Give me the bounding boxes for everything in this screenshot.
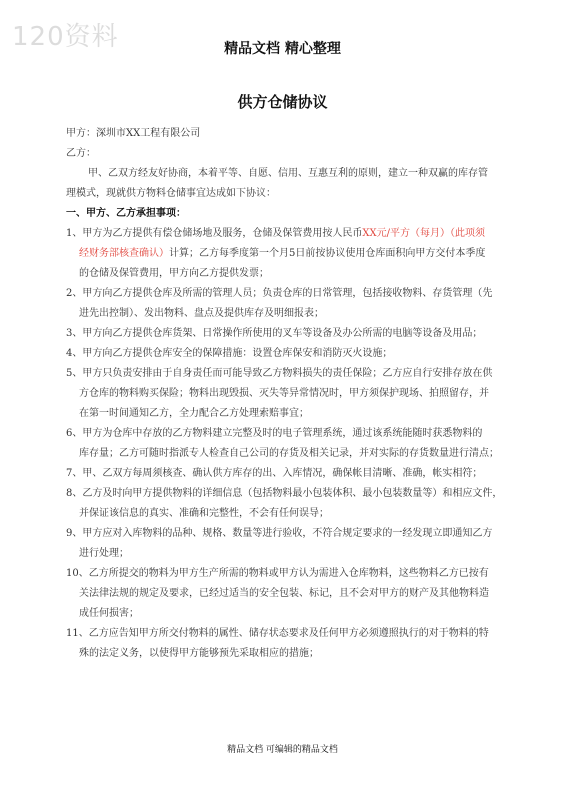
- clause-8: [66, 484, 506, 524]
- clause-1-text-c: 的仓储及保管费用，甲方向乙方提供发票；: [79, 268, 269, 279]
- party-b-line: 乙方：: [66, 148, 96, 159]
- clause-2-line: 进先出控制）、发出物料、盘点及提供库存及明细报表；: [79, 308, 324, 319]
- clause-8-line: 8、乙方及时向甲方提供物料的详细信息（包括物料最小包装体积、最小包装数量等）和相应文件，: [66, 488, 503, 499]
- clause-5-line: 5、甲方只负责安排由于自身责任而可能导致乙方物料损失的责任保险；乙方应自行安排存放在供: [66, 368, 493, 379]
- clause-8-line: 并保证该信息的真实、准确和完整性，不会有任何误导；: [79, 508, 329, 519]
- intro-line-1: 甲、乙双方经友好协商，本着平等、自愿、信用、互惠互利的原则，建立一种双赢的库存管: [88, 168, 488, 179]
- clause-9-line: 进行处理；: [79, 548, 129, 559]
- clause-7: 7、甲、乙双方每周须核查、确认供方库存的出、入库情况，确保帐目清晰、准确，帐实相符；: [66, 468, 483, 479]
- clause-11-line: 殊的法定义务，以使得甲方能够预先采取相应的措施；: [79, 648, 319, 659]
- clause-4: 4、甲方向乙方提供仓库安全的保障措施：设置仓库保安和消防灭火设施；: [66, 348, 393, 359]
- watermark: 120资料: [12, 22, 119, 52]
- party-a-line: 甲方：深圳市XX工程有限公司: [66, 128, 201, 139]
- clause-5-line: 在第一时间通知乙方，全力配合乙方处理索赔事宜；: [79, 408, 309, 419]
- clause-1-finance-note: 经财务部核查确认）: [79, 248, 169, 259]
- clause-11: [66, 624, 506, 664]
- clause-10: [66, 564, 506, 624]
- clause-10-line: 成任何损害；: [79, 608, 139, 619]
- clause-10-line: 关法律法规的规定及要求，已经过适当的安全包装、标记，且不会对甲方的财产及其他物料造: [79, 588, 489, 599]
- clause-5: [66, 364, 506, 424]
- clause-1: [66, 224, 506, 284]
- clause-6: [66, 424, 506, 464]
- clause-1-price-highlight: XX元/平方（每月）（此项须: [362, 228, 485, 239]
- clause-1-text-b: 计算；乙方每季度第一个月5日前按协议使用仓库面积向甲方交付本季度: [169, 248, 486, 259]
- clause-9-line: 9、甲方应对入库物料的品种、规格、数量等进行验收，不符合规定要求的一经发现立即通知乙方: [66, 528, 493, 539]
- clause-10-line: 10、乙方所提交的物料为甲方生产所需的物料或甲方认为需进入仓库物料，这些物料乙方已按有: [66, 568, 489, 579]
- page-footer: 精品文档 可编辑的精品文档: [227, 745, 338, 755]
- document-title: 供方仓储协议: [237, 93, 328, 111]
- clause-1-text-a: 1、甲方为乙方提供有偿仓储场地及服务，仓储及保管费用按人民币: [66, 228, 363, 239]
- section-heading: 一、甲方、乙方承担事项：: [66, 208, 186, 219]
- document-body: [66, 124, 506, 664]
- clause-11-line: 11、乙方应告知甲方所交付物料的属性、储存状态要求及任何甲方必须遵照执行的对于物料的特: [66, 628, 489, 639]
- clause-9: [66, 524, 506, 564]
- intro-line-2: 理模式，现就供方物料仓储事宜达成如下协议：: [66, 188, 276, 199]
- clause-6-line: 库存量；乙方可随时指派专人检查自己公司的存货及相关记录，并对实际的存货数量进行清点；: [79, 448, 499, 459]
- clause-6-line: 6、甲方为仓库中存放的乙方物料建立完整及时的电子管理系统，通过该系统能随时获悉物料的: [66, 428, 483, 439]
- page-header: 精品文档 精心整理: [224, 41, 341, 57]
- clause-5-line: 方仓库的物料购买保险；物料出现毁损、灭失等异常情况时，甲方须保护现场、拍照留存，并: [79, 388, 489, 399]
- clause-3: 3、甲方向乙方提供仓库货架、日常操作所使用的叉车等设备及办公所需的电脑等设备及用品；: [66, 328, 483, 339]
- clause-2-line: 2、甲方向乙方提供仓库及所需的管理人员；负责仓库的日常管理，包括接收物料、存货管理（先: [66, 288, 493, 299]
- clause-2: [66, 284, 506, 324]
